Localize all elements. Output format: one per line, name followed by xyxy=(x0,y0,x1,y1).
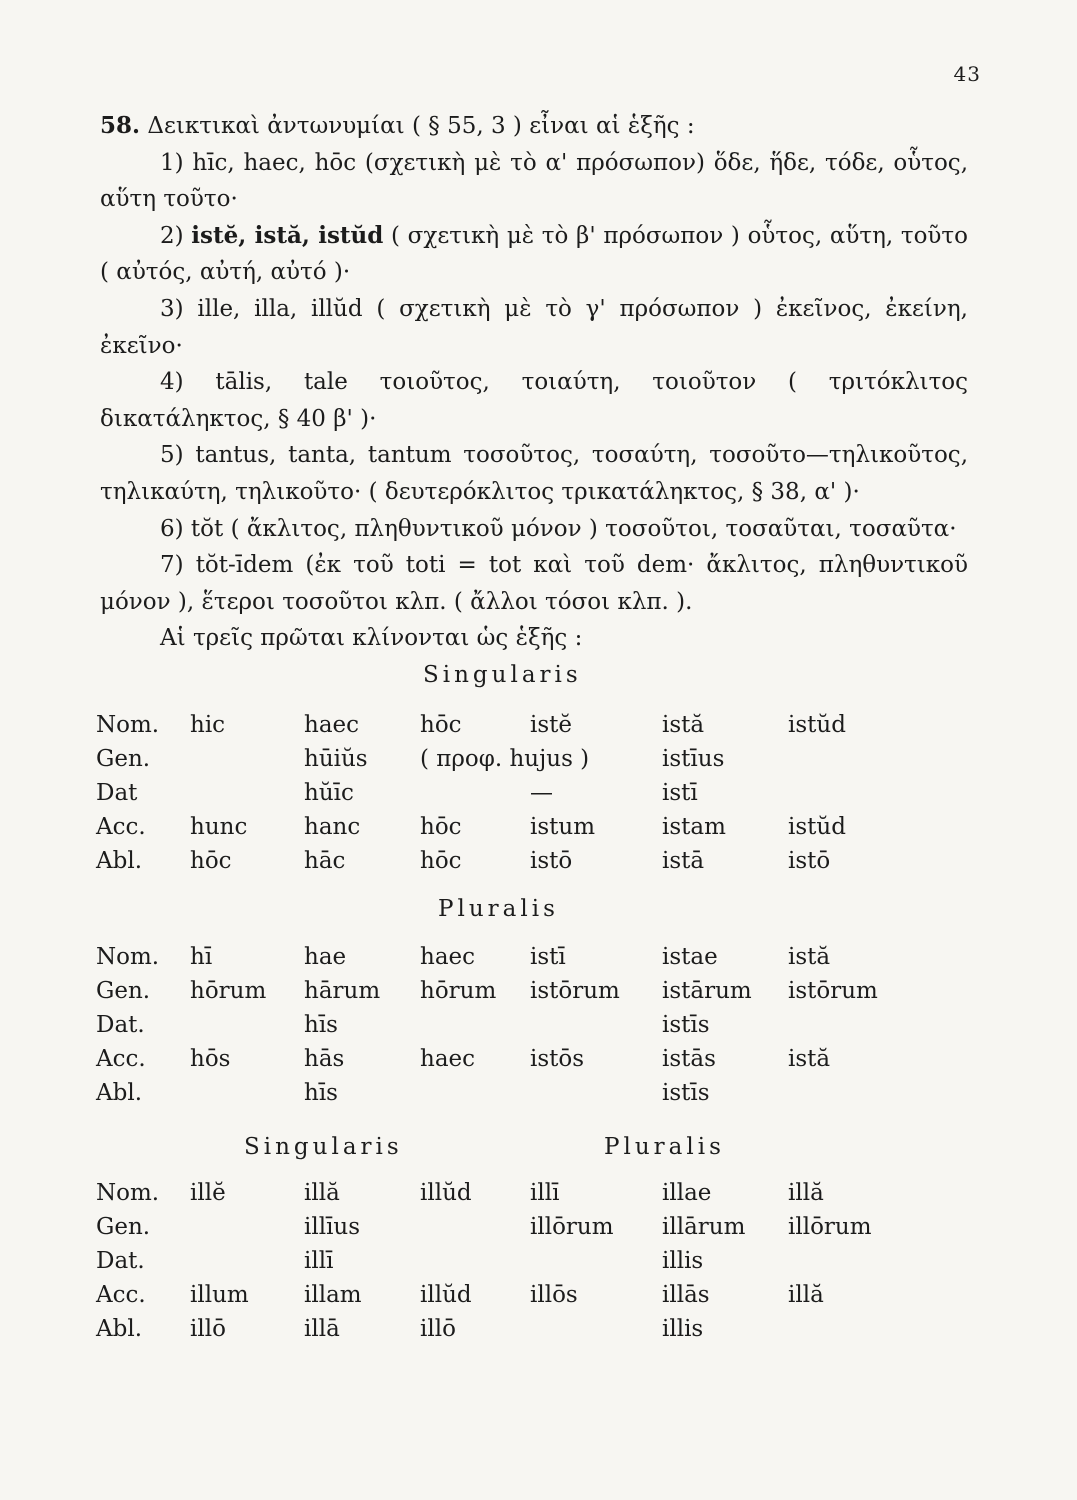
form-cell: hārum xyxy=(304,978,381,1004)
form-cell: illā xyxy=(304,1316,340,1342)
closing-line: Αἱ τρεῖς πρῶται κλίνονται ὡς ἑξῆς : xyxy=(160,625,583,652)
form-cell: hae xyxy=(304,944,347,970)
form-cell: istă xyxy=(788,1046,831,1072)
form-cell: ( προφ. hujus ) xyxy=(420,746,590,772)
ille-row xyxy=(96,1282,996,1316)
form-cell: istō xyxy=(530,848,573,874)
form-cell: istam xyxy=(662,814,726,840)
form-cell: istīs xyxy=(662,1080,710,1106)
form-cell: illĕ xyxy=(190,1180,226,1206)
form-cell: illis xyxy=(662,1248,704,1274)
form-cell: — xyxy=(530,780,553,806)
case-label: Gen. xyxy=(96,1214,151,1240)
form-cell: illō xyxy=(190,1316,226,1342)
form-cell: hāc xyxy=(304,848,346,874)
case-label: Gen. xyxy=(96,978,151,1004)
hic-iste-plural-row xyxy=(96,1046,996,1080)
form-cell: hī xyxy=(190,944,213,970)
form-cell: illīus xyxy=(304,1214,361,1240)
hic-iste-plural-row xyxy=(96,1080,996,1114)
item-number: 5) xyxy=(160,442,184,469)
form-cell: hōc xyxy=(420,848,462,874)
form-cell: istă xyxy=(662,712,705,738)
item-greek: ( σχετικὴ μὲ τὸ β' πρόσωπον ) οὗτος, αὕτη, τοῦτο ( αὐτός, αὐτή, αὐτό )· xyxy=(100,222,968,286)
form-cell: hūiŭs xyxy=(304,746,368,772)
form-cell: haec xyxy=(420,1046,476,1072)
form-cell: hīs xyxy=(304,1080,338,1106)
item-latin: ille, illa, illŭd xyxy=(197,295,363,322)
case-label: Abl. xyxy=(96,1316,142,1342)
item-latin: tŏt xyxy=(190,515,224,542)
form-cell: istārum xyxy=(662,978,752,1004)
hic-iste-plural-row xyxy=(96,1012,996,1046)
item-2 xyxy=(100,218,968,291)
ille-pluralis-heading: Pluralis xyxy=(604,1134,725,1160)
form-cell: illī xyxy=(530,1180,560,1206)
section-heading xyxy=(100,108,968,145)
form-cell: hōs xyxy=(190,1046,231,1072)
form-cell: hōc xyxy=(420,712,462,738)
form-cell: hōrum xyxy=(420,978,497,1004)
case-label: Acc. xyxy=(96,814,146,840)
case-label: Nom. xyxy=(96,712,160,738)
form-cell: hic xyxy=(190,712,226,738)
form-cell: istīs xyxy=(662,1012,710,1038)
form-cell: hīs xyxy=(304,1012,338,1038)
form-cell: illō xyxy=(420,1316,456,1342)
form-cell: istōrum xyxy=(530,978,620,1004)
ille-singularis-heading: Singularis xyxy=(244,1134,403,1160)
item-greek: τοσοῦτος, τοσαύτη, τοσοῦτο—τηλικοῦτος, τηλικαύτη, τηλικοῦτο· ( δευτερόκλιτος τρικατάληκτος, § 38, α' )· xyxy=(100,442,969,505)
form-cell: istae xyxy=(662,944,718,970)
case-label: Acc. xyxy=(96,1282,146,1308)
case-label: Nom. xyxy=(96,1180,160,1206)
form-cell: hŭīc xyxy=(304,780,354,806)
case-label: Dat. xyxy=(96,1248,145,1274)
form-cell: illum xyxy=(190,1282,249,1308)
form-cell: haec xyxy=(304,712,360,738)
form-cell: istum xyxy=(530,814,596,840)
section-58-text xyxy=(100,108,968,657)
pluralis-heading: Pluralis xyxy=(438,896,559,922)
item-5 xyxy=(100,437,968,510)
hic-iste-plural-row xyxy=(96,944,996,978)
section-heading-text: Δεικτικαὶ ἀντωνυμίαι ( § 55, 3 ) εἶναι αἱ ἑξῆς : xyxy=(147,113,695,139)
item-latin: tantus, tanta, tantum xyxy=(195,442,452,469)
singularis-heading: Singularis xyxy=(423,662,582,688)
item-greek: (ἐκ τοῦ toti = tot καὶ τοῦ dem· ἄκλιτος, πληθυντικοῦ μόνον ), ἕτεροι τοσοῦτοι κλπ. ( ἄλλοι τόσοι κλπ. ). xyxy=(100,552,969,615)
case-label: Abl. xyxy=(96,1080,142,1106)
form-cell: illī xyxy=(304,1248,334,1274)
case-label: Dat xyxy=(96,780,138,806)
form-cell: illam xyxy=(304,1282,362,1308)
item-greek: ( ἄκλιτος, πληθυντικοῦ μόνον ) τοσοῦτοι, τοσαῦται, τοσαῦτα· xyxy=(223,515,957,542)
form-cell: istī xyxy=(662,780,698,806)
hic-iste-singular-row xyxy=(96,848,996,882)
item-4 xyxy=(100,364,968,437)
form-cell: illis xyxy=(662,1316,704,1342)
form-cell: hōc xyxy=(420,814,462,840)
item-greek: (σχετικὴ μὲ τὸ α' πρόσωπον) ὅδε, ἥδε, τόδε, οὗτος, αὕτη τοῦτο· xyxy=(100,149,969,213)
form-cell: illŭd xyxy=(420,1180,472,1206)
form-cell: istōs xyxy=(530,1046,585,1072)
item-number: 4) xyxy=(160,369,184,396)
form-cell: illă xyxy=(788,1282,824,1308)
item-number: 7) xyxy=(160,552,184,579)
item-latin: hīc, haec, hōc xyxy=(192,149,357,176)
hic-iste-singular-row xyxy=(96,746,996,780)
form-cell: istīus xyxy=(662,746,725,772)
item-number: 6) xyxy=(160,515,184,542)
form-cell: istŭd xyxy=(788,712,846,738)
case-label: Nom. xyxy=(96,944,160,970)
item-7 xyxy=(100,547,968,620)
form-cell: hanc xyxy=(304,814,361,840)
ille-row xyxy=(96,1180,996,1214)
hic-iste-singular-row xyxy=(96,814,996,848)
form-cell: istĕ xyxy=(530,712,573,738)
item-1 xyxy=(100,145,968,218)
form-cell: istō xyxy=(788,848,831,874)
form-cell: hās xyxy=(304,1046,345,1072)
item-number: 1) xyxy=(160,149,184,176)
form-cell: istā xyxy=(662,848,705,874)
item-greek: ( σχετικὴ μὲ τὸ γ' πρόσωπον ) ἐκεῖνος, ἐκείνη, ἐκεῖνο· xyxy=(100,295,968,359)
case-label: Acc. xyxy=(96,1046,146,1072)
form-cell: illă xyxy=(304,1180,340,1206)
item-greek: τοιοῦτος, τοιαύτη, τοιοῦτον ( τριτόκλιτος δικατάληκτος, § 40 β' )· xyxy=(100,369,969,432)
ille-row xyxy=(96,1214,996,1248)
form-cell: istās xyxy=(662,1046,716,1072)
form-cell: hunc xyxy=(190,814,248,840)
form-cell: illōrum xyxy=(788,1214,872,1240)
case-label: Dat. xyxy=(96,1012,145,1038)
ille-row xyxy=(96,1316,996,1350)
form-cell: hōrum xyxy=(190,978,267,1004)
form-cell: illārum xyxy=(662,1214,746,1240)
form-cell: illă xyxy=(788,1180,824,1206)
hic-iste-singular-row xyxy=(96,712,996,746)
item-latin: istĕ, istă, istŭd xyxy=(191,221,384,249)
section-number: 58. xyxy=(100,112,141,139)
form-cell: illae xyxy=(662,1180,712,1206)
form-cell: istŭd xyxy=(788,814,846,840)
item-6 xyxy=(100,511,968,548)
form-cell: illŭd xyxy=(420,1282,472,1308)
page-number: 43 xyxy=(953,62,981,86)
form-cell: hōc xyxy=(190,848,232,874)
item-number: 2) xyxy=(160,222,184,249)
form-cell: illās xyxy=(662,1282,710,1308)
item-3 xyxy=(100,291,968,364)
form-cell: illōrum xyxy=(530,1214,614,1240)
case-label: Abl. xyxy=(96,848,142,874)
form-cell: istōrum xyxy=(788,978,878,1004)
form-cell: istă xyxy=(788,944,831,970)
hic-iste-plural-row xyxy=(96,978,996,1012)
item-number: 3) xyxy=(160,295,184,322)
form-cell: istī xyxy=(530,944,566,970)
item-latin: tŏt-īdem xyxy=(195,552,294,579)
case-label: Gen. xyxy=(96,746,151,772)
ille-row xyxy=(96,1248,996,1282)
form-cell: illōs xyxy=(530,1282,578,1308)
hic-iste-singular-row xyxy=(96,780,996,814)
item-latin: tālis, tale xyxy=(215,369,348,396)
form-cell: haec xyxy=(420,944,476,970)
